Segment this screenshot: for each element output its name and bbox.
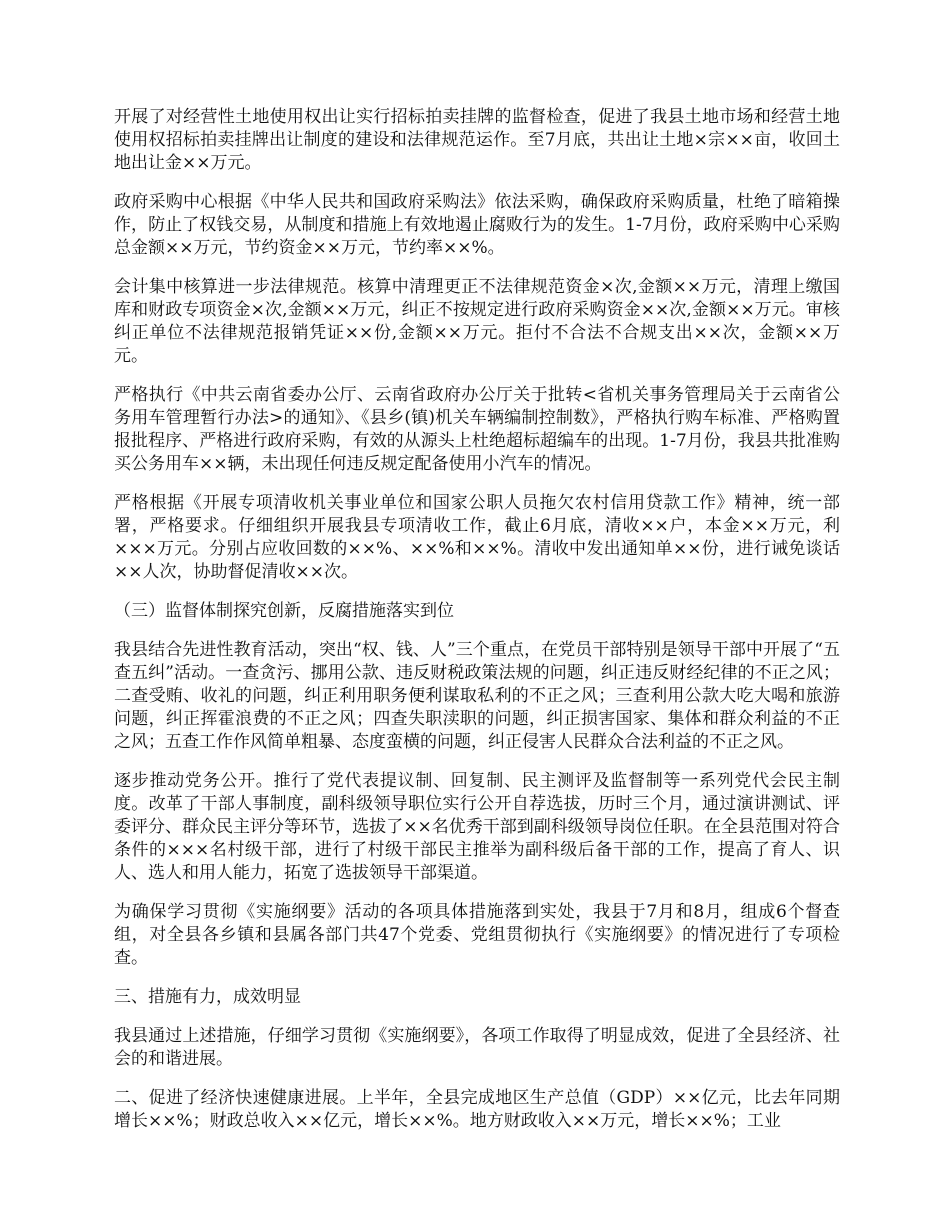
paragraph-party-affairs: 逐步推动党务公开。推行了党代表提议制、回复制、民主测评及监督制等一系列党代会民主制度。改革了干部人事制度，副科级领导职位实行公开自荐选拔，历时三个月，通过演讲测试、评委评分、群众民主评分等环节，选拔了××名优秀干部到副科级领导岗位任职。在全县范围对符合条件的×××名村级干部，进行了村级干部民主推举为副科级后备干部的工作，提高了育人、识人、选人和用人能力，拓宽了选拔领导干部渠道。 bbox=[114, 771, 840, 883]
document-page bbox=[114, 106, 840, 1149]
paragraph-official-vehicles: 严格执行《中共云南省委办公厅、云南省政府办公厅关于批转<省机关事务管理局关于云南省公务用车管理暂行办法>的通知》、《县乡(镇)机关车辆编制控制数》，严格执行购车标准、严格购置报批程序、严格进行政府采购，有效的从源头上杜绝超标超编车的出现。1-7月份，我县共批准购买公务用车××辆，未出现任何违反规定配备使用小汽车的情况。 bbox=[114, 385, 840, 474]
paragraph-results-summary: 我县通过上述措施，仔细学习贯彻《实施纲要》，各项工作取得了明显成效，促进了全县经济、社会的和谐进展。 bbox=[114, 1026, 840, 1069]
paragraph-loan-collection: 严格根据《开展专项清收机关事业单位和国家公职人员拖欠农村信用贷款工作》精神，统一部署，严格要求。仔细组织开展我县专项清收工作，截止6月底，清收××户，本金××万元，利×××万元。分别占应收回数的××%、××%和××%。清收中发出通知单××份，进行诫免谈话××人次，协助督促清收××次。 bbox=[114, 493, 840, 582]
paragraph-land-auction: 开展了对经营性土地使用权出让实行招标拍卖挂牌的监督检查，促进了我县土地市场和经营土地使用权招标拍卖挂牌出让制度的建设和法律规范运作。至7月底，共出让土地×宗××亩，收回土地出让金××万元。 bbox=[114, 107, 840, 173]
section-heading-results: 三、措施有力，成效明显 bbox=[114, 987, 301, 1007]
paragraph-inspection-groups: 为确保学习贯彻《实施纲要》活动的各项具体措施落到实处，我县于7月和8月，组成6个督查组，对全县各乡镇和县属各部门共47个党委、党组贯彻执行《实施纲要》的情况进行了专项检查。 bbox=[114, 902, 840, 968]
paragraph-economic-growth: 二、促进了经济快速健康进展。上半年，全县完成地区生产总值（GDP）××亿元，比去年同期增长××%；财政总收入××亿元，增长××%。地方财政收入××万元，增长××%；工业 bbox=[114, 1088, 840, 1131]
paragraph-government-procurement: 政府采购中心根据《中华人民共和国政府采购法》依法采购，确保政府采购质量，杜绝了暗箱操作，防止了权钱交易，从制度和措施上有效地遏止腐败行为的发生。1-7月份，政府采购中心采购总金额××万元，节约资金××万元，节约率××%。 bbox=[114, 192, 840, 258]
paragraph-accounting-audit: 会计集中核算进一步法律规范。核算中清理更正不法律规范资金×次,金额××万元，清理上缴国库和财政专项资金×次,金额××万元，纠正不按规定进行政府采购资金××次,金额××万元。审核纠正单位不法律规范报销凭证××份,金额××万元。拒付不合法不合规支出××次，金额××万元。 bbox=[114, 277, 840, 366]
section-heading-supervision: （三）监督体制探究创新，反腐措施落实到位 bbox=[114, 601, 454, 621]
paragraph-five-checks: 我县结合先进性教育活动，突出“权、钱、人”三个重点，在党员干部特别是领导干部中开展了“五查五纠”活动。一查贪污、挪用公款、违反财税政策法规的问题，纠正违反财经纪律的不正之风；二查受贿、收礼的问题，纠正利用职务便利谋取私利的不正之风；三查利用公款大吃大喝和旅游问题，纠正挥霍浪费的不正之风；四查失职渎职的问题，纠正损害国家、集体和群众利益的不正之风；五查工作作风简单粗暴、态度蛮横的问题，纠正侵害人民群众合法利益的不正之风。 bbox=[114, 640, 840, 752]
